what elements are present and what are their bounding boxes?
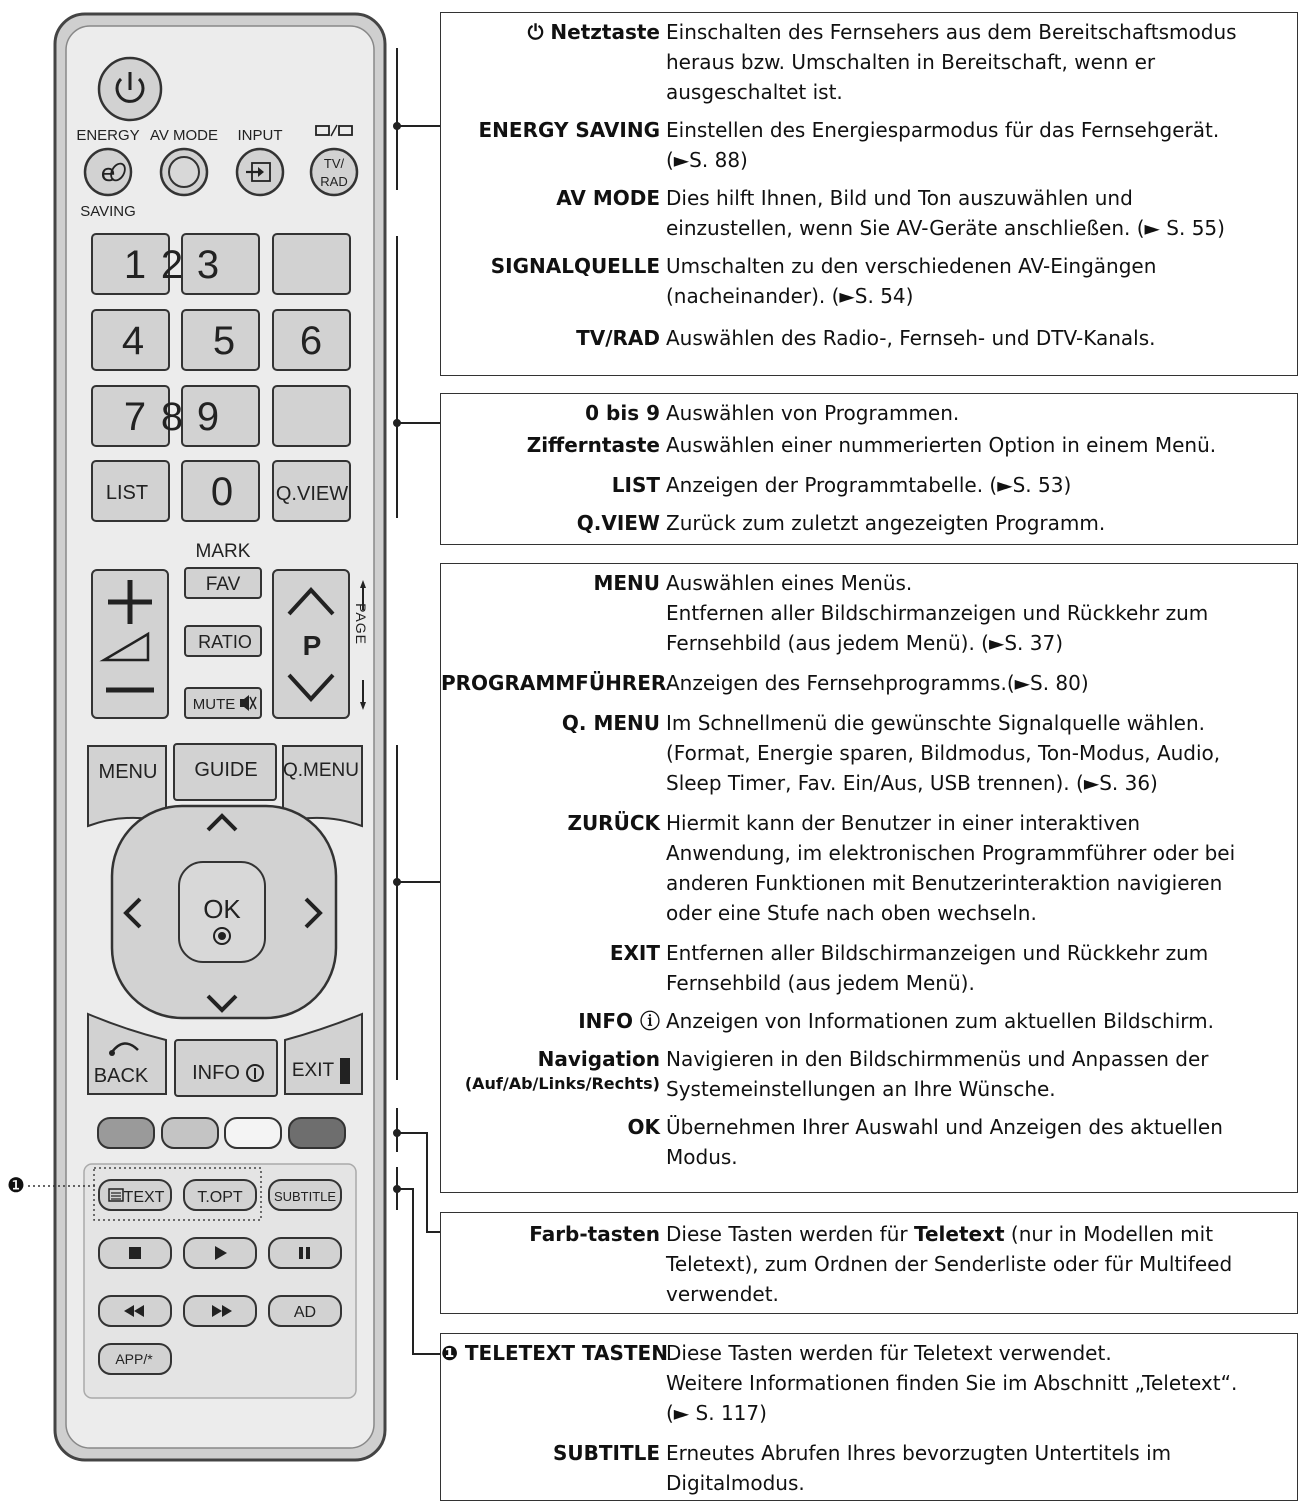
yellow-button[interactable]: [225, 1118, 281, 1148]
description-entry: [441, 568, 1297, 658]
av-mode-label: AV MODE: [149, 127, 219, 144]
entry-term: SUBTITLE: [552, 1441, 660, 1465]
av-mode-button[interactable]: [161, 149, 207, 195]
description-entry: [441, 1044, 1297, 1104]
entry-description: Anzeigen der Programmtabelle. (►S. 53): [666, 473, 1072, 497]
entry-term: AV MODE: [556, 186, 660, 210]
volume-rocker[interactable]: [92, 570, 168, 718]
mark-label: MARK: [195, 541, 251, 562]
entry-description: Auswählen eines Menüs. Entfernen aller Bildschirmanzeigen und Rückkehr zum Fernsehbild (aus jedem Menü). (►S. 37): [666, 571, 1209, 655]
svg-text:MUTE: MUTE: [192, 696, 236, 713]
saving-label: SAVING: [80, 203, 136, 220]
entry-term: Navigation (Auf/Ab/Links/Rechts): [441, 1044, 666, 1094]
entry-term: EXIT: [609, 941, 660, 965]
entry-description: Zurück zum zuletzt angezeigten Programm.: [666, 511, 1106, 535]
green-button[interactable]: [162, 1118, 218, 1148]
description-entry: [441, 115, 1297, 175]
play-button[interactable]: [184, 1238, 256, 1268]
entry-description: Auswählen von Programmen.: [666, 401, 960, 425]
svg-text:LIST: LIST: [105, 482, 149, 504]
ok-button[interactable]: [179, 862, 265, 962]
description-entry: [441, 1438, 1297, 1498]
text-button[interactable]: [99, 1180, 171, 1210]
key-8[interactable]: [161, 395, 183, 439]
svg-text:SUBTITLE: SUBTITLE: [273, 1189, 337, 1204]
entry-term: PROGRAMMFÜHRER: [441, 671, 667, 695]
description-entry: [441, 398, 1297, 428]
svg-text:0: 0: [210, 470, 234, 514]
entry-description: Navigieren in den Bildschirmmenüs und Anpassen der Systemeinstellungen an Ihre Wünsche.: [666, 1047, 1209, 1101]
svg-text:e: e: [100, 159, 116, 187]
entry-term: INFO ⓘ: [578, 1009, 660, 1033]
entry-description: Diese Tasten werden für Teletext verwendet. Weitere Informationen finden Sie im Abschnitt „Teletext“. (► S. 117): [666, 1341, 1238, 1425]
energy-label: ENERGY: [76, 127, 140, 144]
svg-text:RATIO: RATIO: [198, 632, 252, 652]
pause-button[interactable]: [269, 1238, 341, 1268]
description-entry: [441, 708, 1297, 798]
entry-description: Erneutes Abrufen Ihres bevorzugten Untertitels im Digitalmodus.: [666, 1441, 1172, 1495]
red-button[interactable]: [98, 1118, 154, 1148]
entry-description: Entfernen aller Bildschirmanzeigen und Rückkehr zum Fernsehbild (aus jedem Menü).: [666, 941, 1209, 995]
svg-text:Q.MENU: Q.MENU: [283, 760, 359, 781]
description-entry: [441, 251, 1297, 311]
stop-icon: [129, 1247, 141, 1259]
key-9[interactable]: [182, 386, 259, 446]
entry-term: MENU: [593, 571, 660, 595]
tv-rad-button[interactable]: [311, 149, 357, 195]
svg-text:APP/*: APP/*: [115, 1351, 153, 1367]
remote-control-illustration: [0, 0, 460, 1506]
entry-description: Anzeigen von Informationen zum aktuellen Bildschirm.: [666, 1009, 1214, 1033]
key-0[interactable]: [182, 461, 259, 521]
entry-description: Hiermit kann der Benutzer in einer interaktiven Anwendung, im elektronischen Programmführer oder bei anderen Funktionen mit Benutzerinteraktion navigieren oder eine Stufe nach oben wechseln.: [666, 811, 1236, 925]
description-box: [440, 393, 1298, 545]
key-3[interactable]: [182, 234, 259, 294]
entry-description: Einschalten des Fernsehers aus dem Bereitschaftsmodus heraus bzw. Umschalten in Bereitschaft, wenn er ausgeschaltet ist.: [666, 20, 1237, 104]
svg-text:7: 7: [123, 395, 147, 439]
entry-description: Im Schnellmenü die gewünschte Signalquelle wählen. (Format, Energie sparen, Bildmodus, Ton-Modus, Audio, Sleep Timer, Fav. Ein/Aus, USB trennen). (►S. 36): [666, 711, 1221, 795]
q-view-button[interactable]: [273, 461, 350, 521]
entry-description: Auswählen einer nummerierten Option in einem Menü.: [666, 433, 1217, 457]
key-1[interactable]: [92, 234, 169, 294]
emphasis: Teletext: [913, 1222, 1005, 1246]
svg-text:TEXT: TEXT: [123, 1189, 165, 1206]
entry-description: Auswählen des Radio-, Fernseh- und DTV-Kanals.: [666, 326, 1156, 350]
ratio-button[interactable]: [185, 626, 261, 656]
stop-button[interactable]: [99, 1238, 171, 1268]
svg-text:1: 1: [123, 243, 147, 287]
description-box: [440, 1333, 1298, 1501]
fast-forward-button[interactable]: [184, 1296, 256, 1326]
entry-description: Umschalten zu den verschiedenen AV-Eingängen (nacheinander). (►S. 54): [666, 254, 1157, 308]
exit-icon: [340, 1058, 350, 1084]
svg-text:5: 5: [212, 319, 236, 363]
description-entry: [441, 323, 1297, 353]
svg-text:AD: AD: [293, 1304, 317, 1321]
t-opt-button[interactable]: [184, 1180, 256, 1210]
svg-text:PAGE: PAGE: [353, 603, 369, 645]
svg-text:6: 6: [299, 319, 323, 363]
entry-term: ❶ TELETEXT TASTEN: [441, 1341, 668, 1365]
key-5[interactable]: [182, 310, 259, 370]
entry-term: SIGNALQUELLE: [490, 254, 660, 278]
entry-term-sub: (Auf/Ab/Links/Rechts): [464, 1074, 660, 1093]
fav-button[interactable]: [185, 568, 261, 598]
list-button[interactable]: [92, 461, 169, 521]
svg-text:EXIT: EXIT: [291, 1060, 335, 1081]
svg-text:BACK: BACK: [93, 1065, 149, 1087]
entry-term: OK: [627, 1115, 660, 1139]
pause-icon: [299, 1247, 303, 1259]
entry-term: Zifferntaste: [526, 433, 660, 457]
description-box: [440, 563, 1298, 1193]
description-entry: [441, 1219, 1297, 1309]
svg-text:INFO: INFO: [192, 1062, 240, 1084]
blue-button[interactable]: [289, 1118, 345, 1148]
description-entry: [441, 938, 1297, 998]
app-button[interactable]: [99, 1344, 171, 1374]
key-7[interactable]: [92, 386, 169, 446]
svg-text:OK: OK: [203, 894, 241, 924]
callout-marker: ❶: [7, 1173, 25, 1197]
input-button[interactable]: [237, 149, 283, 195]
rewind-button[interactable]: [99, 1296, 171, 1326]
entry-term: Q.VIEW: [576, 511, 660, 535]
svg-text:4: 4: [121, 319, 145, 363]
blank-key-mid-right[interactable]: [273, 386, 350, 446]
svg-text:8: 8: [160, 395, 184, 439]
entry-term: ZURÜCK: [567, 811, 660, 835]
key-4[interactable]: [92, 310, 169, 370]
description-entry: [441, 808, 1297, 928]
description-entry: [441, 1112, 1297, 1172]
description-box: [440, 12, 1298, 376]
entry-term: LIST: [611, 473, 660, 497]
entry-term: TV/RAD: [576, 326, 660, 350]
description-entry: [441, 1338, 1297, 1428]
section-brackets: [394, 48, 440, 1354]
svg-text:FAV: FAV: [205, 574, 241, 595]
key-6[interactable]: [273, 310, 350, 370]
entry-term: 0 bis 9: [585, 401, 660, 425]
ad-button[interactable]: [269, 1296, 341, 1326]
power-button[interactable]: [99, 58, 161, 120]
guide-button[interactable]: [174, 744, 276, 800]
description-entry: [441, 430, 1297, 460]
program-rocker[interactable]: [273, 570, 349, 718]
description-entry: [441, 470, 1297, 500]
description-entry: [441, 17, 1297, 107]
input-label: INPUT: [237, 127, 283, 144]
svg-text:2: 2: [160, 243, 184, 287]
svg-text:Q.VIEW: Q.VIEW: [275, 483, 349, 505]
entry-description: Diese Tasten werden für Teletext (nur in Modellen mit Teletext), zum Ordnen der Senderliste oder für Multifeed verwendet.: [666, 1222, 1233, 1306]
entry-term: ENERGY SAVING: [478, 118, 660, 142]
description-entry: [441, 668, 1297, 698]
entry-term: ⏻ Netztaste: [527, 20, 660, 44]
svg-text:3: 3: [196, 243, 220, 287]
energy-saving-button[interactable]: [85, 149, 131, 195]
svg-text:9: 9: [196, 395, 220, 439]
description-entry: [441, 508, 1297, 538]
mute-button[interactable]: [185, 688, 261, 718]
description-box: [440, 1212, 1298, 1314]
subtitle-button[interactable]: [269, 1180, 341, 1210]
entry-term: Farb-tasten: [529, 1222, 660, 1246]
blank-key-top-right[interactable]: [273, 234, 350, 294]
entry-term: Q. MENU: [561, 711, 660, 735]
description-entry: [441, 1006, 1297, 1036]
description-entry: [441, 183, 1297, 243]
svg-text:P: P: [302, 630, 322, 661]
svg-text:MENU: MENU: [98, 761, 158, 783]
info-button[interactable]: [175, 1040, 277, 1096]
rad-label: RAD: [320, 174, 348, 189]
key-2[interactable]: [161, 243, 183, 287]
svg-text:T.OPT: T.OPT: [197, 1189, 243, 1206]
entry-description: Anzeigen des Fernsehprogramms.(►S. 80): [666, 671, 1089, 695]
tv-label: TV/: [323, 156, 345, 171]
svg-text:GUIDE: GUIDE: [194, 759, 258, 781]
entry-description: Dies hilft Ihnen, Bild und Ton auszuwählen und einzustellen, wenn Sie AV-Geräte anschließen. (► S. 55): [666, 186, 1225, 240]
entry-description: Einstellen des Energiesparmodus für das Fernsehgerät. (►S. 88): [666, 118, 1220, 172]
entry-description: Übernehmen Ihrer Auswahl und Anzeigen des aktuellen Modus.: [666, 1115, 1223, 1169]
